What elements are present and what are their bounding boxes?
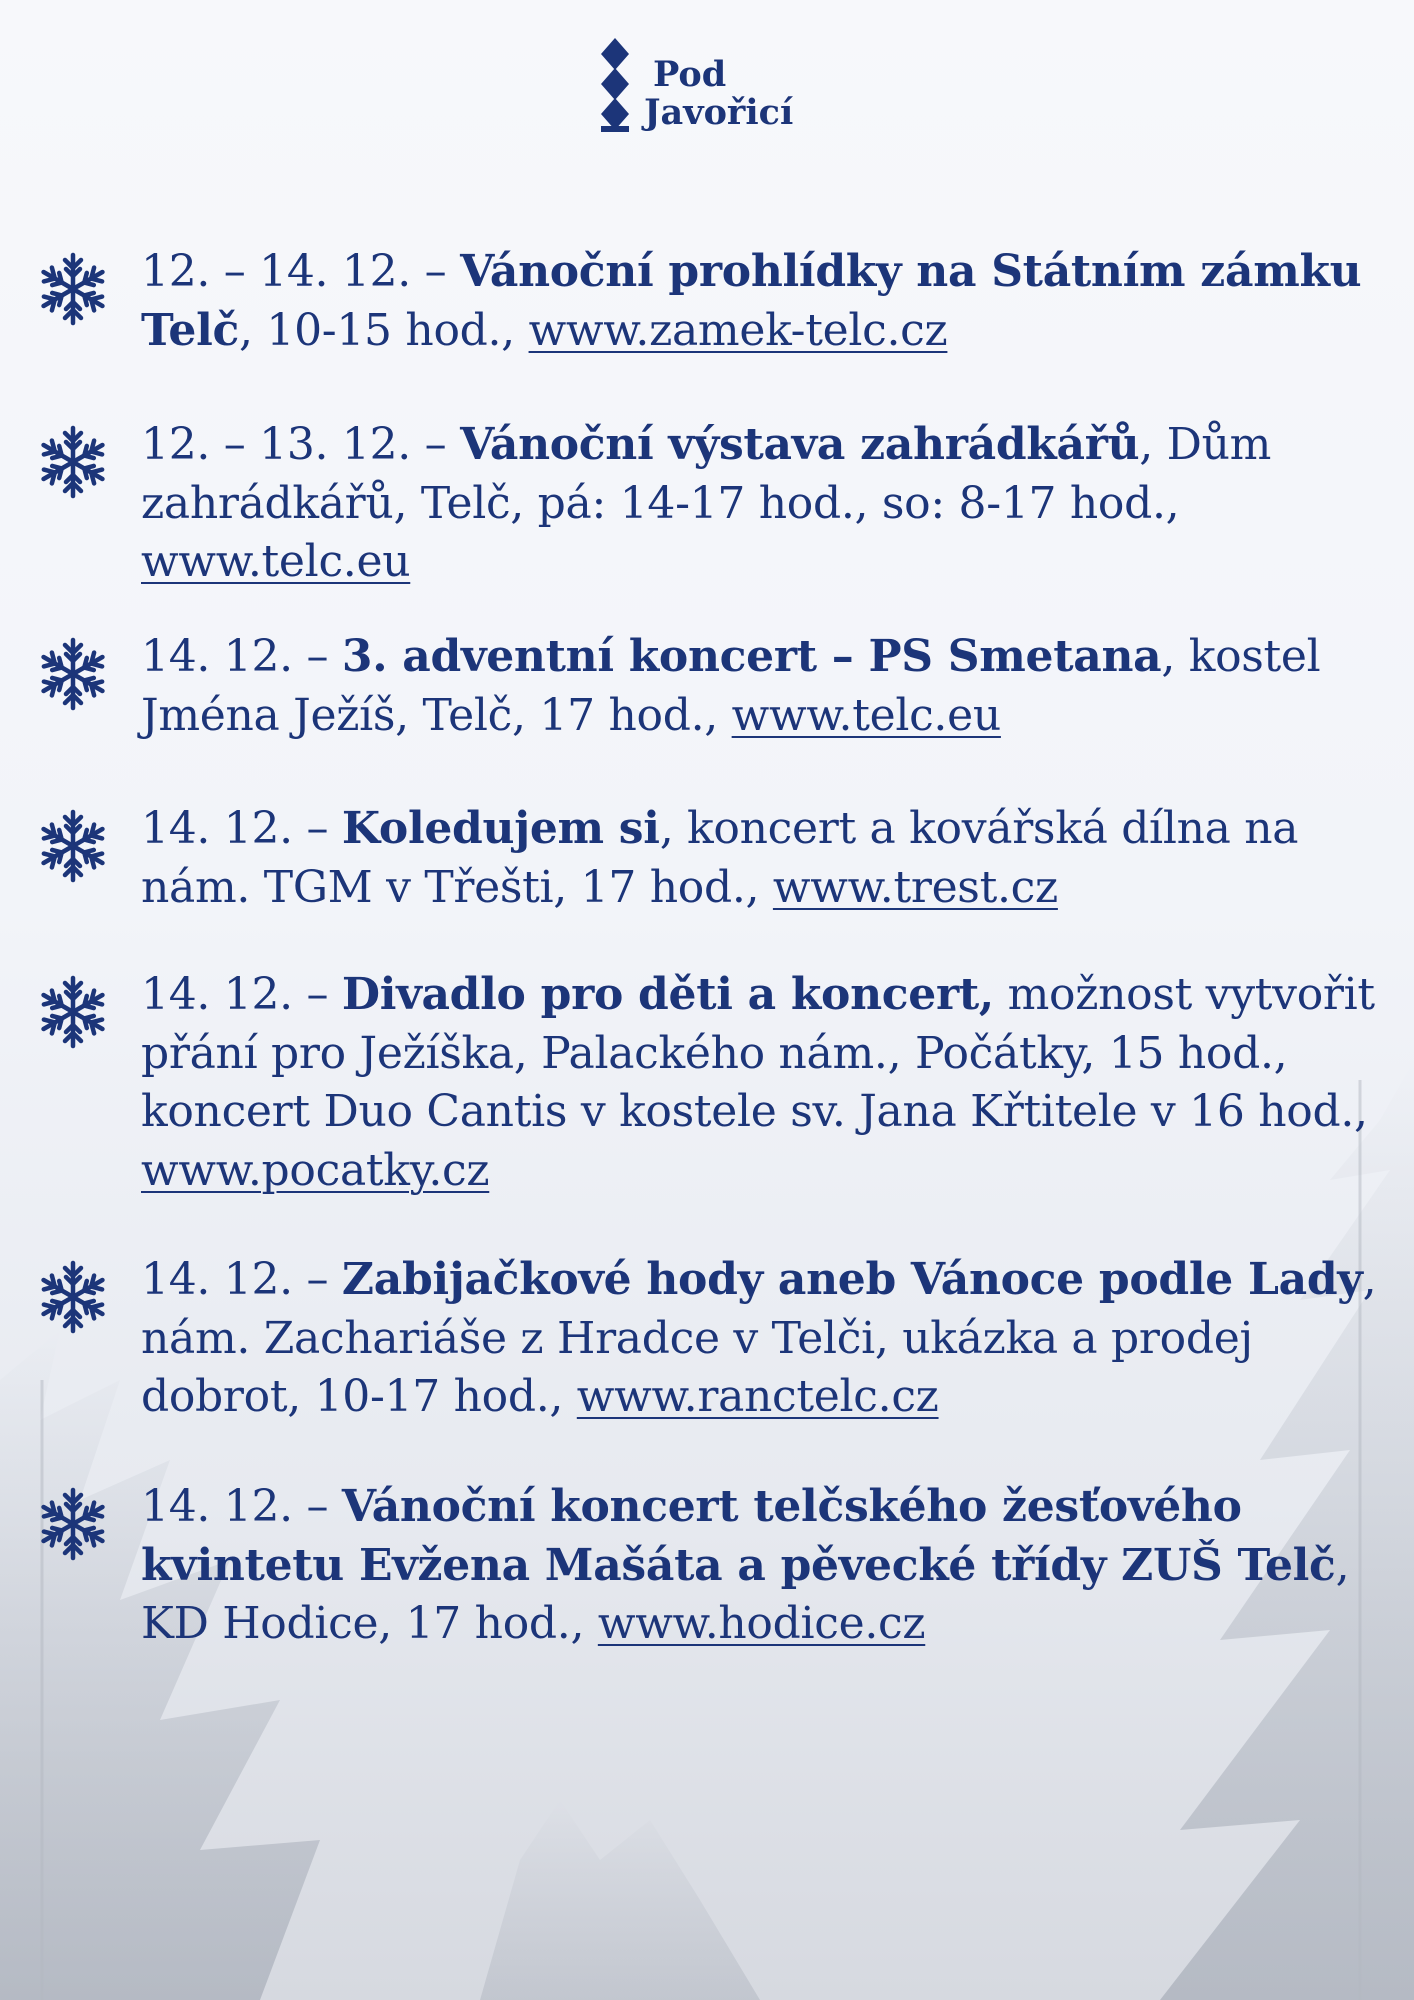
- event-text: [141, 1251, 1411, 1427]
- brand-logo: [600, 38, 840, 138]
- event-details: , kostel Jména Ježíš, Telč, 17 hod.,: [141, 631, 1321, 741]
- event-title: Divadlo pro děti a koncert,: [341, 969, 994, 1020]
- snowflake-icon: [36, 637, 110, 711]
- snowflake-icon: [36, 809, 110, 883]
- event-title: Vánoční výstava zahrádkářů: [460, 419, 1140, 470]
- event-link[interactable]: www.hodice.cz: [597, 1598, 926, 1649]
- event-details: možnost vytvořit přání pro Ježíška, Palackého nám., Počátky, 15 hod., koncert Duo Cantis v kostele sv. Jana Křtitele v 16 hod.,: [141, 969, 1375, 1137]
- snowflake-icon: [36, 252, 110, 326]
- event-text: [141, 243, 1411, 360]
- event-date: 14. 12. –: [141, 1254, 342, 1305]
- snowflake-icon: [36, 425, 110, 499]
- brand-name: [644, 56, 793, 132]
- event-date: 12. – 14. 12. –: [141, 246, 461, 297]
- event-details: , KD Hodice, 17 hod.,: [141, 1539, 1350, 1649]
- event-link[interactable]: www.telc.eu: [141, 536, 411, 587]
- event-title: Koledujem si: [341, 803, 660, 854]
- snowflake-icon: [36, 1487, 110, 1561]
- event-title: Vánoční koncert telčského žesťového kvintetu Evžena Mašáta a pěvecké třídy ZUŠ Telč: [141, 1481, 1336, 1591]
- event-text: [141, 416, 1411, 592]
- diamond-chain-icon: [600, 38, 630, 134]
- event-details: , 10-15 hod.,: [239, 304, 529, 356]
- event-date: 14. 12. –: [141, 631, 342, 682]
- snowflake-icon: [36, 1260, 110, 1334]
- brand-name-line2: Javořicí: [644, 92, 794, 133]
- snowflake-icon: [36, 975, 110, 1049]
- event-date: 12. – 13. 12. –: [141, 419, 461, 470]
- brand-name-line1: Pod: [653, 54, 727, 95]
- event-title: 3. adventní koncert – PS Smetana: [341, 631, 1162, 682]
- event-date: 14. 12. –: [141, 1481, 342, 1532]
- event-text: [141, 628, 1411, 745]
- event-title: Vánoční prohlídky na Státním zámku Telč: [141, 246, 1362, 356]
- event-text: [141, 966, 1411, 1200]
- event-details: , nám. Zachariáše z Hradce v Telči, ukázka a prodej dobrot, 10-17 hod.,: [141, 1254, 1377, 1422]
- event-text: [141, 1478, 1411, 1654]
- event-date: 14. 12. –: [141, 803, 342, 854]
- event-date: 14. 12. –: [141, 969, 342, 1020]
- event-link[interactable]: www.pocatky.cz: [141, 1144, 490, 1196]
- event-link[interactable]: www.trest.cz: [772, 861, 1058, 913]
- event-text: [141, 800, 1411, 917]
- event-details: , koncert a kovářská dílna na nám. TGM v Třešti, 17 hod.,: [141, 803, 1299, 913]
- event-link[interactable]: www.ranctelc.cz: [576, 1371, 939, 1422]
- event-details: , Dům zahrádkářů, Telč, pá: 14-17 hod., so: 8-17 hod.,: [141, 419, 1272, 529]
- event-link[interactable]: www.zamek-telc.cz: [528, 304, 948, 356]
- event-link[interactable]: www.telc.eu: [731, 689, 1001, 741]
- event-title: Zabijačkové hody aneb Vánoce podle Lady: [341, 1254, 1363, 1305]
